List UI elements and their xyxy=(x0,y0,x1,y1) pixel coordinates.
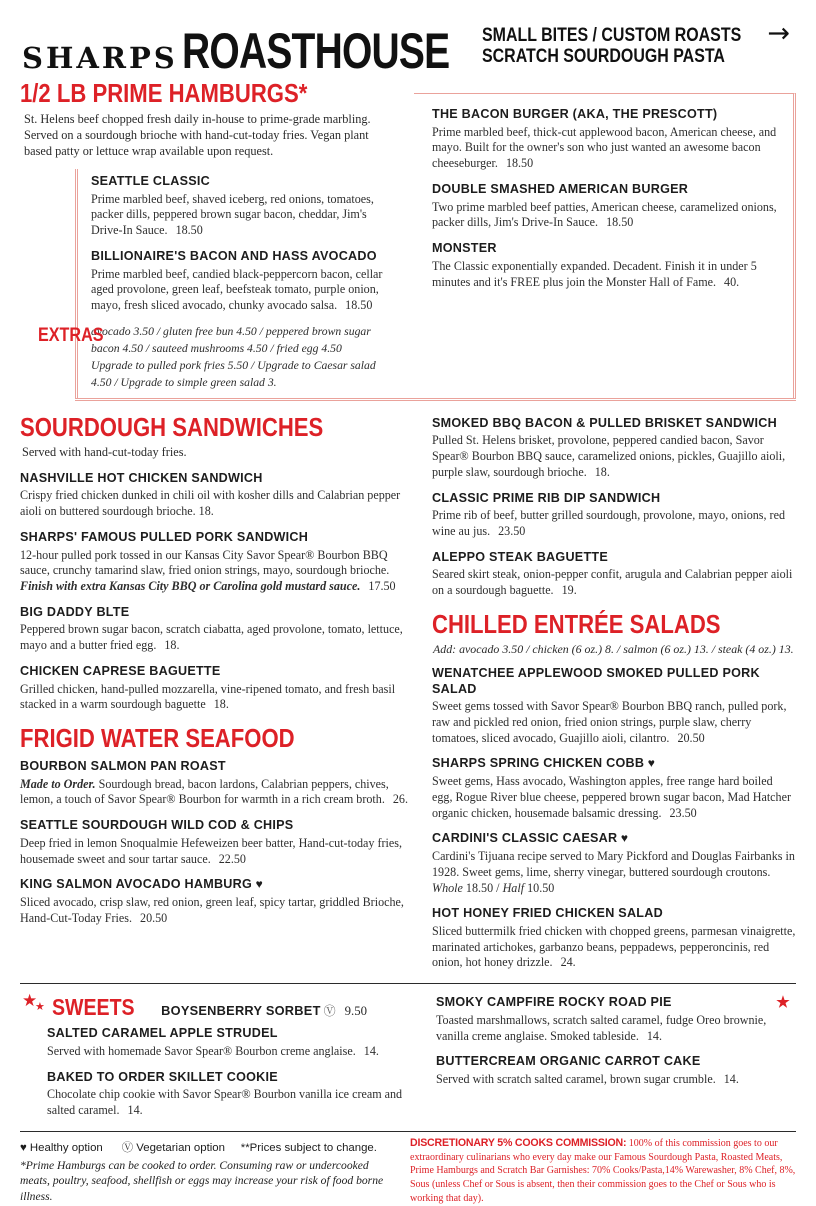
item-desc: Deep fried in lemon Snoqualmie Hefeweizen beer batter, Hand-cut-today fries, housemade sweet and sour tartar sauce. 22.50 xyxy=(20,835,402,866)
star-icon: ★ xyxy=(776,994,790,1012)
menu-item xyxy=(432,182,785,231)
item-desc: Grilled chicken, hand-pulled mozzarella, vine-ripened tomato, and fresh basil stacked in a warm sourdough baguette 18. xyxy=(20,681,396,712)
hamburgs-items-rail xyxy=(38,169,392,398)
header xyxy=(20,14,796,80)
burgers-box xyxy=(414,93,796,398)
footer xyxy=(20,1136,796,1206)
hamburgs-area xyxy=(20,80,796,401)
menu-item xyxy=(20,605,412,654)
menu-item xyxy=(432,756,796,821)
header-subtitle-line1: SMALL BITES / CUSTOM ROASTS xyxy=(482,25,742,46)
left-column xyxy=(20,412,412,982)
item-name: NASHVILLE HOT CHICKEN SANDWICH xyxy=(20,470,263,485)
item-desc: Prime marbled beef, thick-cut applewood bacon, American cheese, and mayo. Built for the owner's son who just wanted an awesome bacon cheeseburger. 18.50 xyxy=(432,124,777,171)
footer-disclaimer: *Prime Hamburgs can be cooked to order. Consuming raw or undercooked meats, poultry, seafood, shellfish or eggs may increase your risk of food borne illness. xyxy=(20,1158,384,1203)
item-price: 17.50 xyxy=(368,578,396,593)
menu-item xyxy=(20,877,412,926)
item-name: ★ SMOKY CAMPFIRE ROCKY ROAD PIE xyxy=(436,994,790,1012)
star-icon: ★ xyxy=(22,991,38,1011)
section-title-salads: CHILLED ENTRÉE SALADS xyxy=(432,608,721,639)
hamburgs-intro: St. Helens beef chopped fresh daily in-house to prime-grade marbling. Served on a sourdough brioche with hand-cut-today fries. Vegan plant based patty or lettuce wrap available upon request. xyxy=(24,112,371,158)
item-desc: Pulled St. Helens brisket, provolone, peppered candied bacon, Savor Spear® Bourbon BBQ sauce, caramelized onions, pickles, Guajillo aioli, purple slaw, sourdough brioche. 18. xyxy=(432,433,786,479)
item-price: 19. xyxy=(561,583,577,598)
item-desc: Chocolate chip cookie with Savor Spear® Bourbon vanilla ice cream and salted caramel. 14. xyxy=(47,1087,403,1118)
item-desc: Crispy fried chicken dunked in chili oil with kosher dills and Calabrian pepper aioli on buttered sourdough brioche. 18. xyxy=(20,488,401,519)
commission-note xyxy=(410,1136,796,1206)
feature-item-name: BOYSENBERRY SORBET xyxy=(161,1003,321,1019)
heart-icon: ♥ xyxy=(644,756,656,771)
menu-item xyxy=(20,471,412,520)
item-price: 40. xyxy=(724,274,740,289)
menu-item xyxy=(20,759,412,808)
item-name: ALEPPO STEAK BAGUETTE xyxy=(432,549,608,564)
stars-icon xyxy=(20,991,52,1015)
arrow-right-icon: → xyxy=(767,18,790,49)
item-desc: Sliced avocado, crisp slaw, red onion, green leaf, spicy tartar, griddled Brioche, Hand-Cut-Today Fries. 20.50 xyxy=(20,895,404,925)
item-name: HOT HONEY FRIED CHICKEN SALAD xyxy=(432,906,663,921)
extras-label: EXTRAS xyxy=(38,324,104,346)
salmon-divider xyxy=(75,398,796,401)
item-price: 26. xyxy=(392,792,408,807)
sweets-left xyxy=(20,993,420,1129)
item-price: 24. xyxy=(560,955,576,970)
commission-label: DISCRETIONARY 5% COOKS COMMISSION: xyxy=(410,1136,627,1149)
item-desc: Toasted marshmallows, scratch salted caramel, fudge Oreo brownie, vanilla creme anglaise. Smoked tableside. 14. xyxy=(436,1012,767,1043)
item-name: CARDINI'S CLASSIC CAESAR ♥ xyxy=(432,831,629,846)
footer-left xyxy=(20,1136,396,1206)
footer-divider xyxy=(20,1131,796,1132)
item-price: 14. xyxy=(363,1043,379,1058)
item-price: 18.50 xyxy=(606,215,634,230)
sweets-section xyxy=(20,993,796,1129)
header-subtitle xyxy=(482,25,791,68)
menu-item xyxy=(47,1026,420,1059)
item-price: 20.50 xyxy=(677,730,705,745)
menu-item xyxy=(432,831,796,896)
item-desc: Sweet gems, Hass avocado, Washington apples, free range hard boiled egg, Rogue River blue cheese, peppered brown sugar bacon, Mad Hatcher organic chicken, housemade balsamic dressing. 23.50 xyxy=(432,774,791,820)
item-name: SALTED CARAMEL APPLE STRUDEL xyxy=(47,1026,278,1041)
menu-item xyxy=(20,818,412,867)
item-desc: Served with scratch salted caramel, brown sugar crumble. 14. xyxy=(436,1072,739,1087)
item-name: SEATTLE SOURDOUGH WILD COD & CHIPS xyxy=(20,818,294,833)
menu-item xyxy=(432,241,785,290)
item-name: BUTTERCREAM ORGANIC CARROT CAKE xyxy=(436,1054,701,1069)
item-name: CHICKEN CAPRESE BAGUETTE xyxy=(20,663,221,678)
item-price: 18.50 xyxy=(345,298,373,313)
item-price: 22.50 xyxy=(218,851,246,866)
item-price: 18.50 xyxy=(175,223,203,238)
item-name: THE BACON BURGER (AKA, THE PRESCOTT) xyxy=(432,107,718,121)
item-name: SEATTLE CLASSIC xyxy=(91,173,210,188)
menu-item xyxy=(20,530,412,595)
item-desc: Seared skirt steak, onion-pepper confit, arugula and Calabrian pepper aioli on a sourdough baguette. 19. xyxy=(432,567,793,598)
brand-roasthouse: ROASTHOUSE xyxy=(181,23,450,79)
hamburgs-column xyxy=(20,80,392,398)
section-title-sandwiches: SOURDOUGH SANDWICHES xyxy=(20,411,324,442)
brand-sharps: SHARPS xyxy=(22,41,178,75)
extras-line2: Upgrade to pulled pork fries 5.50 / Upgrade to Caesar salad 4.50 / Upgrade to simple green salad 3. xyxy=(91,358,376,389)
menu-item xyxy=(432,107,785,172)
menu-item xyxy=(91,174,392,239)
footer-legend: ♥ Healthy option Ⓥ Vegetarian option **Prices subject to change. xyxy=(20,1141,377,1154)
item-price: 18. xyxy=(213,697,229,712)
item-name: BAKED TO ORDER SKILLET COOKIE xyxy=(47,1069,278,1084)
item-desc: Sweet gems tossed with Savor Spear® Bourbon BBQ ranch, pulled pork, raw and pickled red onion, fried onion strings, purple slaw, cherry tomatoes, sliced avocado, Guajillo aioli, cilantro. 20.50 xyxy=(432,699,787,745)
right-column xyxy=(432,412,796,982)
section-title-sweets: SWEETS xyxy=(52,994,135,1021)
item-name: BIG DADDY BLTE xyxy=(20,604,130,619)
brand-logo xyxy=(22,22,525,80)
section-title-hamburgs: 1/2 LB PRIME HAMBURGS* xyxy=(20,78,308,108)
item-name: SHARPS SPRING CHICKEN COBB ♥ xyxy=(432,756,656,771)
item-name: SHARPS' FAMOUS PULLED PORK SANDWICH xyxy=(20,529,309,544)
commission-text: 100% of this commission goes to our extraordinary culinarians who every day make our Famous Sourdough Pasta, Roasted Meats, Prime Hamburgs and Scratch Bar Garnishes: 70% Cooks/Pasta,14% Warewasher, 8% Chef, 8%, Sous (unless Chef or Sous is absent, then their commission goes to the Chef or Sous who is working that day). xyxy=(410,1137,796,1204)
item-price: 14. xyxy=(723,1072,739,1087)
menu-item xyxy=(436,1054,792,1087)
item-name: MONSTER xyxy=(432,241,497,256)
menu-item xyxy=(432,491,796,540)
item-name: WENATCHEE APPLEWOOD SMOKED PULLED PORK SALAD xyxy=(432,665,760,696)
menu-item xyxy=(432,550,796,599)
item-desc: Made to Order. Sourdough bread, bacon lardons, Calabrian peppers, chives, lemon, a touch of Savor Spear® Bourbon for warmth in a rich cream broth. 26. xyxy=(20,776,408,807)
item-desc: The Classic exponentially expanded. Decadent. Finish it in under 5 minutes and it's FREE plus join the Monster Hall of Fame. 40. xyxy=(432,258,757,289)
sweets-header xyxy=(20,991,420,1021)
menu-item xyxy=(91,249,392,314)
menu-item xyxy=(432,906,796,971)
item-desc: 12-hour pulled pork tossed in our Kansas City Savor Spear® Bourbon BBQ sauce, crunchy tamarind slaw, fried onion strings, mayo, sourdough brioche. Finish with extra Kansas City BBQ or Carolina gold mustard sauce. 17.50 xyxy=(20,547,396,593)
item-name: BOURBON SALMON PAN ROAST xyxy=(20,759,226,773)
menu-item xyxy=(432,666,796,747)
item-price: 18. xyxy=(594,464,610,479)
item-desc: Two prime marbled beef patties, American cheese, caramelized onions, packer dills, Jim's Drive-In Sauce. 18.50 xyxy=(432,199,777,230)
extras-block xyxy=(38,324,392,392)
menu-item xyxy=(20,664,412,713)
item-price: 20.50 xyxy=(140,910,168,925)
header-subtitle-line2: SCRATCH SOURDOUGH PASTA xyxy=(482,46,725,68)
item-price: 23.50 xyxy=(669,805,697,820)
item-name: CLASSIC PRIME RIB DIP SANDWICH xyxy=(432,490,661,505)
heart-icon: ♥ xyxy=(617,831,629,846)
item-desc: Served with homemade Savor Spear® Bourbon creme anglaise. 14. xyxy=(47,1043,379,1058)
item-price: 14. xyxy=(127,1103,143,1118)
item-price: 18.50 xyxy=(505,156,534,171)
vegetarian-icon: Ⓥ xyxy=(323,1004,336,1019)
menu-item xyxy=(436,995,792,1044)
item-desc: Cardini's Tijuana recipe served to Mary Pickford and Douglas Fairbanks in 1928. Sweet gems, lime, sherry vinegar, buttered sourdough croutons. Whole 18.50 / Half 10.50 xyxy=(432,849,795,895)
star-icon: ★ xyxy=(35,1001,45,1014)
item-price: 18. xyxy=(164,638,180,653)
item-name: BILLIONAIRE'S BACON AND HASS AVOCADO xyxy=(91,248,377,263)
heart-icon: ♥ xyxy=(252,877,263,892)
extras-line1: avocado 3.50 / gluten free bun 4.50 / peppered brown sugar bacon 4.50 / sauteed mushrooms 4.50 / fried egg 4.50 xyxy=(91,324,371,355)
item-price: 14. xyxy=(646,1028,662,1043)
item-name: DOUBLE SMASHED AMERICAN BURGER xyxy=(432,181,689,196)
menu-item xyxy=(432,416,796,481)
item-desc: Prime marbled beef, candied black-peppercorn bacon, cellar aged provolone, green leaf, beefsteak tomato, purple onion, mayo, fresh sliced avocado, chunky avocado salsa. 18.50 xyxy=(91,266,383,313)
feature-item-price: 9.50 xyxy=(344,1004,368,1019)
item-desc: Prime marbled beef, shaved iceberg, red onions, tomatoes, packer dills, peppered brown sugar bacon, cheddar, Jim's Drive-In Sauce. 18.50 xyxy=(91,191,374,238)
section-title-seafood: FRIGID WATER SEAFOOD xyxy=(20,723,295,753)
item-name: SMOKED BBQ BACON & PULLED BRISKET SANDWICH xyxy=(432,415,777,430)
item-desc: Peppered brown sugar bacon, scratch ciabatta, aged provolone, tomato, lettuce, mayo and a butter fried egg. 18. xyxy=(20,622,403,653)
sweets-right xyxy=(436,995,796,1129)
item-desc: Prime rib of beef, butter grilled sourdough, provolone, mayo, onions, red wine au jus. 23.50 xyxy=(432,508,785,538)
salads-add-line: Add: avocado 3.50 / chicken (6 oz.) 8. / salmon (6 oz.) 13. / steak (4 oz.) 13. xyxy=(433,641,794,656)
item-price: 23.50 xyxy=(498,523,526,538)
menu-item xyxy=(47,1070,420,1119)
sandwiches-intro: Served with hand-cut-today fries. xyxy=(22,444,187,459)
sweets-divider xyxy=(20,983,796,984)
item-name: KING SALMON AVOCADO HAMBURG ♥ xyxy=(20,877,263,892)
item-desc: Sliced buttermilk fried chicken with chopped greens, parmesan vinaigrette, marinated artichokes, garbanzo beans, peppadews, pepperoncinis, red onion, hot honey drizzle. 24. xyxy=(432,923,796,970)
main-columns xyxy=(20,412,796,982)
